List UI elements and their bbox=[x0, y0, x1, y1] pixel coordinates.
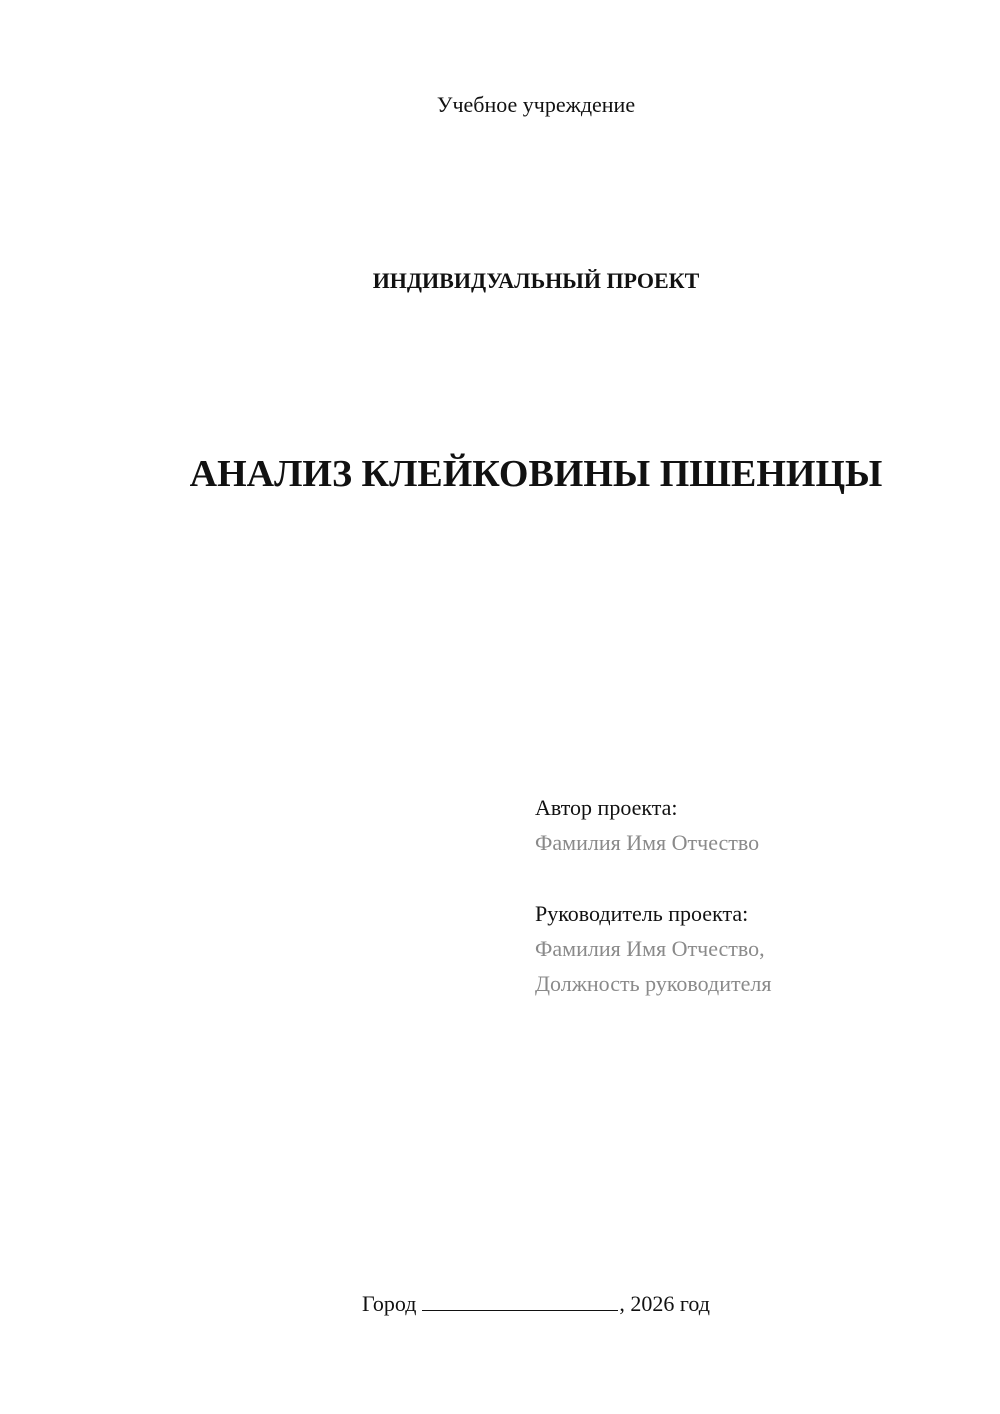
project-title: АНАЛИЗ КЛЕЙКОВИНЫ ПШЕНИЦЫ bbox=[189, 453, 883, 495]
supervisor-position: Должность руководителя bbox=[535, 971, 772, 996]
city-blank-line bbox=[422, 1290, 618, 1311]
supervisor-name: Фамилия Имя Отчество, bbox=[535, 936, 765, 961]
supervisor-label: Руководитель проекта: bbox=[535, 901, 749, 926]
year-text: , 2026 год bbox=[619, 1291, 710, 1316]
author-label: Автор проекта: bbox=[535, 795, 678, 820]
project-people-block bbox=[535, 790, 975, 1001]
author-name: Фамилия Имя Отчество bbox=[535, 830, 760, 855]
city-year-line bbox=[0, 1290, 1000, 1318]
spacer bbox=[535, 860, 975, 896]
institution-name: Учебное учреждение bbox=[436, 92, 636, 117]
city-label: Город bbox=[362, 1291, 417, 1316]
project-type-heading: ИНДИВИДУАЛЬНЫЙ ПРОЕКТ bbox=[372, 268, 700, 293]
